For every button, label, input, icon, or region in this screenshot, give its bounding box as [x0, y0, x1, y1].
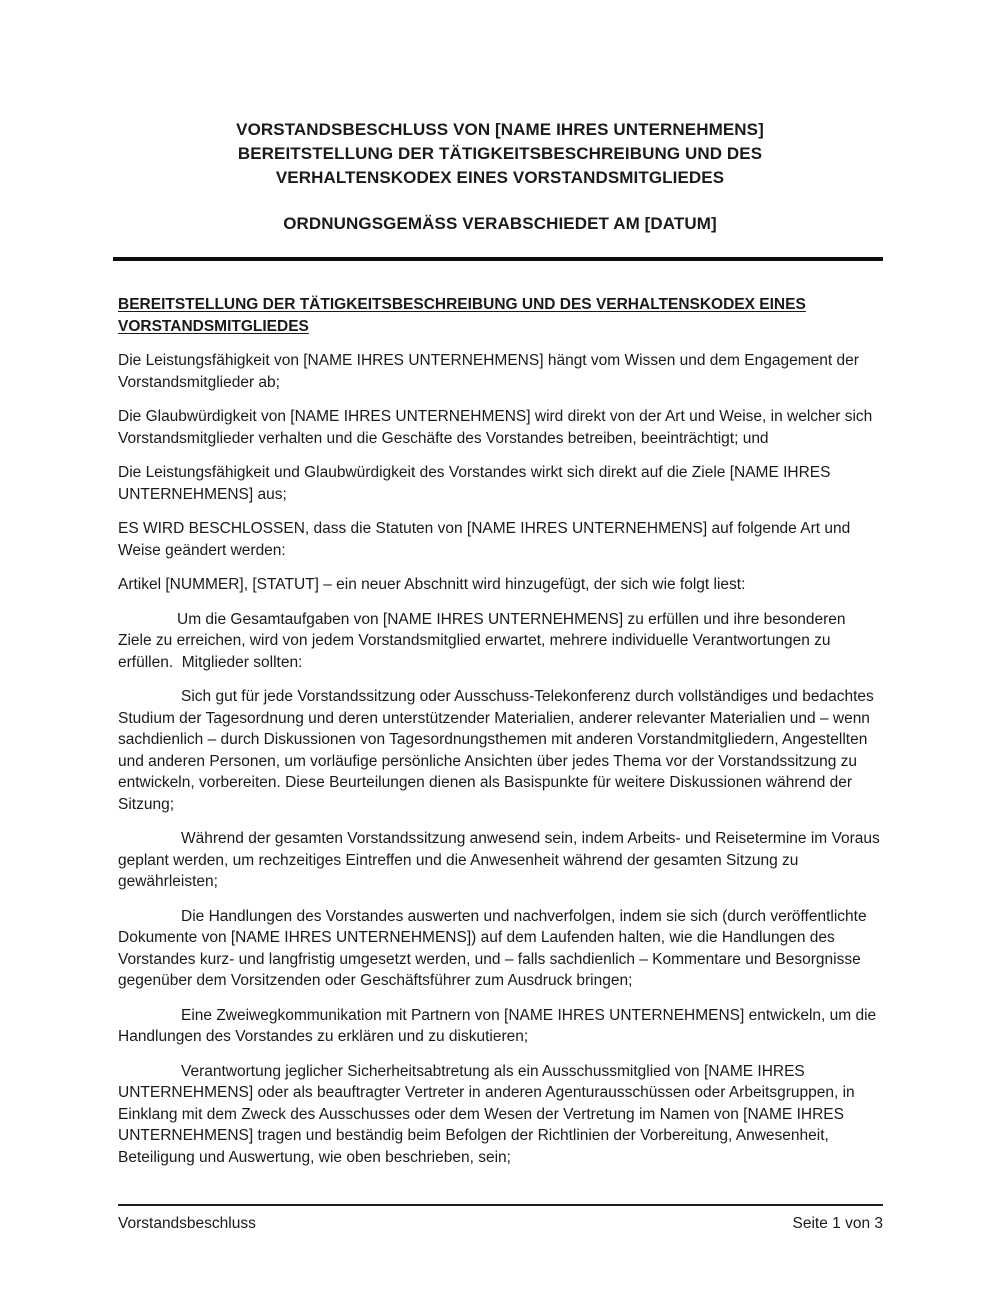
page-footer	[118, 1204, 883, 1234]
paragraph-beschlossen: ES WIRD BESCHLOSSEN, dass die Statuten von [NAME IHRES UNTERNEHMENS] auf folgende Art und Weise geändert werden:	[118, 520, 855, 559]
paragraph-verantwortung: Verantwortung jeglicher Sicherheitsabtretung als ein Ausschussmitglied von [NAME IHRES UNTERNEHMENS] oder als beauftragter Vertreter in anderen Agenturausschüssen oder Arbeitsgruppen, in Einklang mit dem Zweck des Ausschusses oder dem Wesen der Vertretung im Namen von [NAME IHRES UNTERNEHMENS] tragen und beständig beim Befolgen der Richtlinien der Vorbereitung, Anwesenheit, Beteiligung und Auswertung, wie oben beschrieben, sein;	[118, 1062, 859, 1166]
paragraph-kommunikation: Eine Zweiwegkommunikation mit Partnern von [NAME IHRES UNTERNEHMENS] entwickeln, um die Handlungen des Vorstandes zu erklären und zu diskutieren;	[118, 1006, 881, 1045]
section-heading: BEREITSTELLUNG DER TÄTIGKEITSBESCHREIBUNG UND DES VERHALTENSKODEX EINES VORSTANDSMITGLIEDES	[118, 296, 806, 335]
paragraph-ziele: Die Leistungsfähigkeit und Glaubwürdigkeit des Vorstandes wirkt sich direkt auf die Ziele [NAME IHRES UNTERNEHMENS] aus;	[118, 464, 835, 503]
title-line-2: BEREITSTELLUNG DER TÄTIGKEITSBESCHREIBUNG UND DES	[237, 144, 763, 163]
footer-page-number: Seite 1 von 3	[792, 1215, 883, 1232]
paragraph-gesamtaufgaben: Um die Gesamtaufgaben von [NAME IHRES UNTERNEHMENS] zu erfüllen und ihre besonderen Ziele zu erreichen, wird von jedem Vorstandsmitglied erwartet, mehrere individuelle Verantwortungen zu erfüllen. Mitglieder sollten:	[118, 610, 850, 671]
title-separator-line	[113, 257, 883, 261]
paragraph-leistungsfaehigkeit: Die Leistungsfähigkeit von [NAME IHRES UNTERNEHMENS] hängt vom Wissen und dem Engagement der Vorstandsmitglieder ab;	[118, 352, 864, 391]
document-title	[118, 118, 882, 190]
title-line-3: VERHALTENSKODEX EINES VORSTANDSMITGLIEDES	[275, 168, 725, 187]
paragraph-anwesenheit: Während der gesamten Vorstandssitzung anwesend sein, indem Arbeits- und Reisetermine im Voraus geplant werden, um rechzeitiges Eintreffen und die Anwesenheit während der gesamten Sitzung zu gewährleisten;	[118, 830, 885, 890]
paragraph-vorbereitung: Sich gut für jede Vorstandssitzung oder Ausschuss-Telekonferenz durch vollständiges und bedachtes Studium der Tagesordnung und deren unterstützender Materialien, anderer relevanter Materialien und – wenn sachdienlich – durch Diskussionen von Tagesordnungsthemen mit anderen Vorstandmitgliedern, Angestellten und anderen Personen, um vorläufige persönliche Ansichten über jedes Thema vor der Vorstandssitzung zu entwickeln, vorbereiten. Diese Beurteilungen dienen als Basispunkte für weitere Diskussionen während der Sitzung;	[118, 688, 879, 813]
document-subtitle: ORDNUNGSGEMÄSS VERABSCHIEDET AM [DATUM]	[283, 214, 717, 233]
footer-doc-title: Vorstandsbeschluss	[118, 1215, 256, 1232]
paragraph-artikel: Artikel [NUMMER], [STATUT] – ein neuer Abschnitt wird hinzugefügt, der sich wie folgt liest:	[118, 576, 746, 593]
paragraph-glaubwuerdigkeit: Die Glaubwürdigkeit von [NAME IHRES UNTERNEHMENS] wird direkt von der Art und Weise, in welcher sich Vorstandsmitglieder verhalten und die Geschäfte des Vorstandes betreiben, beeinträchtigt; und	[118, 408, 877, 447]
paragraph-auswertung: Die Handlungen des Vorstandes auswerten und nachverfolgen, indem sie sich (durch veröffentlichte Dokumente von [NAME IHRES UNTERNEHMENS]) auf dem Laufenden halten, wie die Handlungen des Vorstandes kurz- und langfristig umgesetzt werden, und – falls sachdienlich – Kommentare und Besorgnisse gegenüber dem Vorsitzenden oder Geschäftsführer zum Ausdruck bringen;	[118, 907, 871, 989]
title-line-1: VORSTANDSBESCHLUSS VON [NAME IHRES UNTERNEHMENS]	[236, 120, 764, 139]
